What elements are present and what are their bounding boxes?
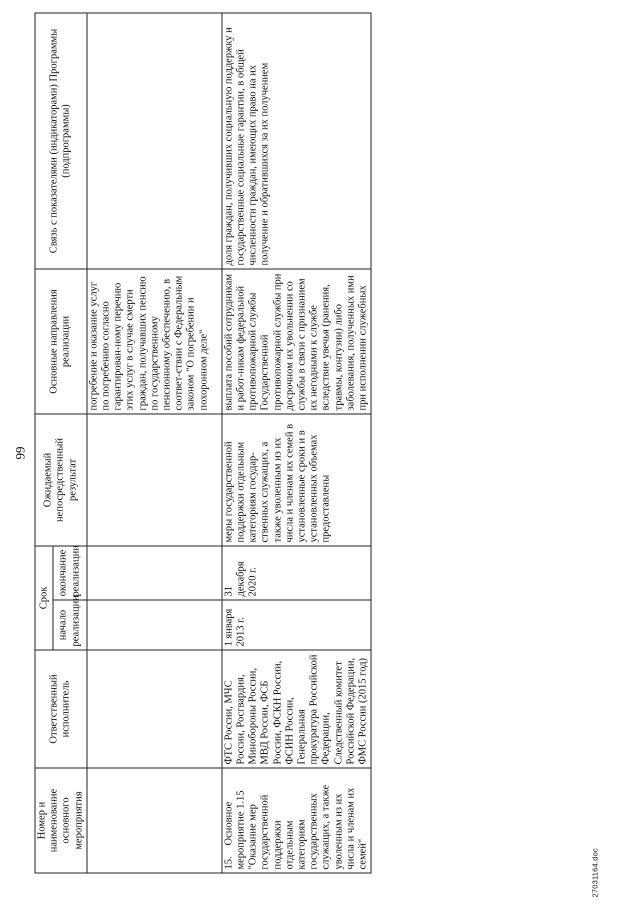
result-cell: меры государственной поддержки отдельным категориям государ-ственных служащих, а также уволенным из их числа и членам их семей в установленные сроки и в установленных объемах предоставлены [221, 413, 370, 545]
table-row [221, 12, 370, 872]
header-row [35, 12, 53, 872]
page-number: 99 [12, 446, 27, 459]
cont-cell-empty [86, 768, 221, 873]
header-start: начало реализации [53, 600, 86, 650]
document-code: 27031164.doc [590, 847, 599, 897]
end-cell: 31 декабря 2020 г. [221, 545, 370, 599]
cont-cell-empty [86, 12, 221, 268]
measures-table [34, 12, 371, 873]
measure-name-cell [221, 768, 370, 873]
header-result: Ожидаемый непосредственный результат [35, 413, 87, 545]
row-number: 15. [222, 855, 234, 869]
link-cell: доля граждан, получивших социальную поддержку и государственные социальные гарантии, в общей численности граждан, имеющих право на их получение и обратившихся за их получением [221, 12, 370, 268]
executor-cell: ФТС России, МЧС России, Росгвардия, Минобороны России, МВД России, ФСБ России, ФСКН России, ФСИН России, Генеральная прокуратура Российской Федерации, Следственный комитет Российской Федерации, ФМС России (2015 год) [221, 650, 370, 768]
header-end: окончание реализации [53, 545, 86, 599]
header-link: Связь с показателями (индикаторами) Программы (подпрограммы) [35, 12, 87, 268]
cont-cell-empty [86, 545, 221, 599]
header-number-name: Номер и наименование основного мероприятия [35, 768, 87, 873]
measure-name: Основное мероприятие 1.15 "Оказание мер государственной поддержки отдельным категориям государственных служащих, а также уволенным из их числа и членам их семей" [222, 784, 369, 869]
continuation-row [86, 12, 221, 872]
start-cell: 1 января 2013 г. [221, 600, 370, 650]
cont-cell-empty [86, 413, 221, 545]
header-directions: Основные направления реализации [35, 268, 87, 413]
cont-cell-empty [86, 650, 221, 768]
header-term: Срок [35, 545, 53, 649]
directions-cell: выплата пособий сотрудникам и работ-никам федеральной противопожарной службы Государственной противопожарной службы при досрочном их увольнении со службы в связи с признанием их негодными к службе вследствие увечья (ранения, травмы, контузии) либо заболевания, полученных ими при исполнении служебных [221, 268, 370, 413]
cont-directions: погребение и оказание услуг по погребению согласно гарантирован-ному перечню этих услуг в случае смерти граждан, получавших пенсию по государственному пенсионному обеспечению, в соответ-ствии с Федеральным законом "О погребении и похоронном деле" [86, 268, 221, 413]
cont-cell-empty [86, 600, 221, 650]
header-executor: Ответственный исполнитель [35, 650, 87, 768]
